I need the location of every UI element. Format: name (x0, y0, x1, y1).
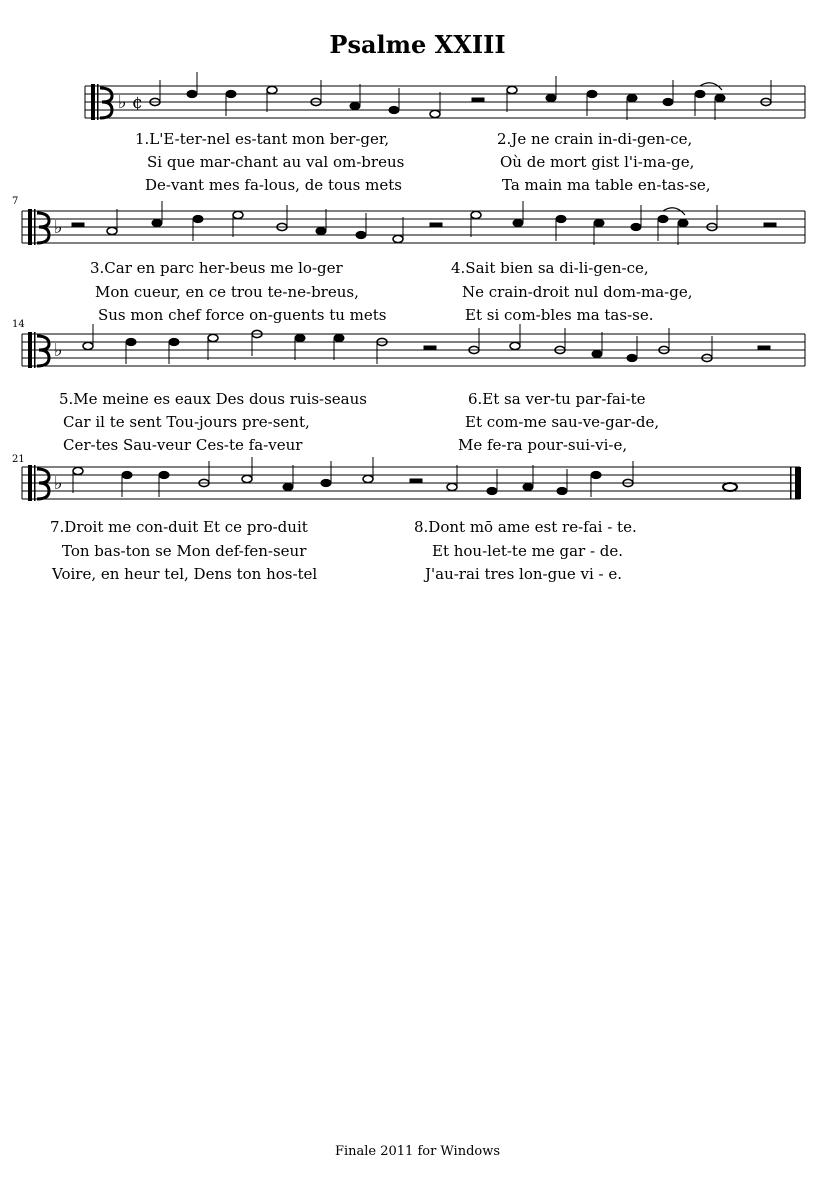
notes (150, 72, 771, 120)
staff-4-notation (0, 459, 835, 523)
measure-number: 14 (12, 319, 25, 330)
flat-key-signature-icon: ♭ (54, 217, 63, 238)
staff-system-2 (0, 203, 835, 267)
staff-system-4 (0, 459, 835, 523)
page-title: Psalme XXIII (329, 30, 506, 59)
cut-time-icon: ¢ (132, 93, 143, 113)
measure-number: 7 (12, 196, 19, 207)
flat-key-signature-icon: ♭ (54, 340, 63, 361)
staff-system-1 (0, 78, 835, 142)
footer-credit: Finale 2011 for Windows (334, 1144, 501, 1159)
notes (72, 201, 776, 245)
staff-system-3 (0, 326, 835, 390)
flat-key-signature-icon: ♭ (118, 92, 127, 113)
staff-3-notation (0, 326, 835, 390)
staff-2-notation (0, 203, 835, 267)
measure-number: 21 (12, 454, 25, 465)
staff-1-notation (0, 78, 835, 142)
flat-key-signature-icon: ♭ (54, 473, 63, 494)
